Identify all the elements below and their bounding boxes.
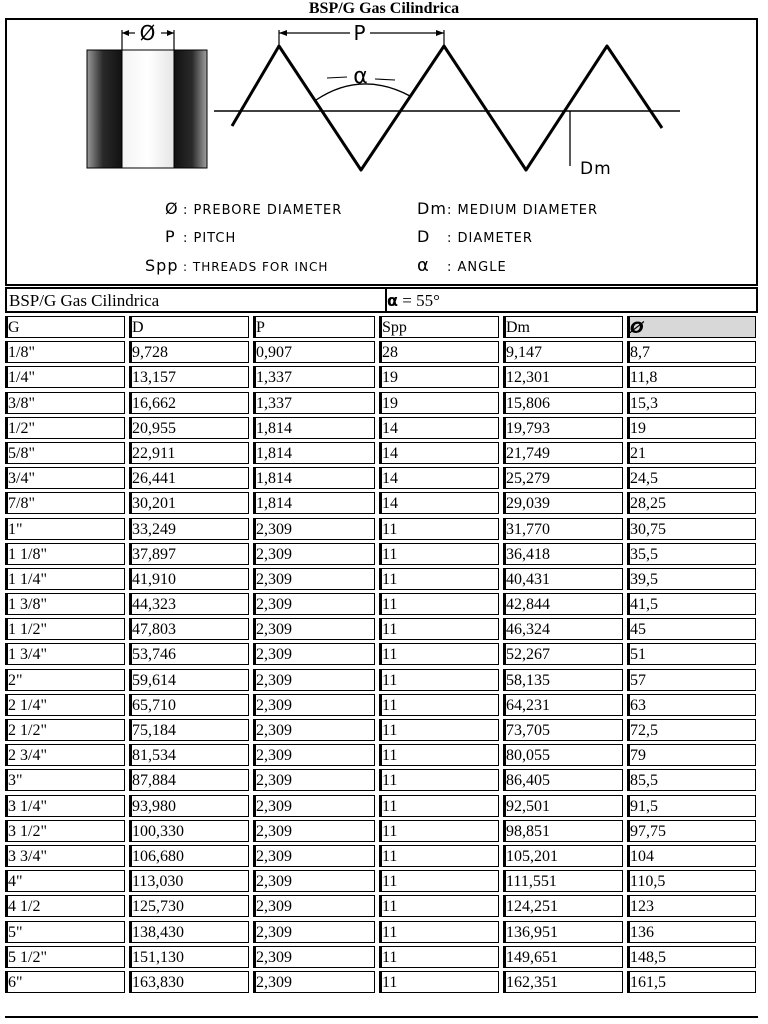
table-cell: 80,055 [503,744,623,766]
table-cell: 3" [5,769,125,791]
table-cell: 113,030 [129,870,249,892]
pitch-label: P [353,21,367,45]
table-cell: 1 1/8" [5,543,125,565]
table-cell: 51 [627,643,756,665]
table-cell: 124,251 [503,895,623,917]
table-cell: 19 [379,392,499,414]
table-cell: 1 3/4" [5,643,125,665]
column-header: D [129,316,249,338]
thread-table [5,315,758,995]
table-cell: 21,749 [503,442,623,464]
table-cell: 41,910 [129,568,249,590]
table-cell: 44,323 [129,593,249,615]
table-cell: 40,431 [503,568,623,590]
table-cell: 1,337 [253,366,375,388]
legend-right [417,199,598,276]
table-row [5,517,758,542]
table-cell: 1,814 [253,442,375,464]
table-cell: 33,249 [129,518,249,540]
table-cell: 36,418 [503,543,623,565]
table-cell: 53,746 [129,643,249,665]
table-cell: 151,130 [129,946,249,968]
table-cell: 15,806 [503,392,623,414]
table-cell: 64,231 [503,694,623,716]
table-cell: 81,534 [129,744,249,766]
table-cell: 138,430 [129,921,249,943]
table-cell: 110,5 [627,870,756,892]
table-cell: 162,351 [503,971,623,993]
table-cell: 11 [379,921,499,943]
legend-symbol: P [165,227,176,246]
table-cell: 163,830 [129,971,249,993]
table-cell: 11 [379,820,499,842]
table-cell: 11 [379,895,499,917]
table-cell: 111,551 [503,870,623,892]
table-cell: 2" [5,669,125,691]
table-cell: 1,814 [253,417,375,439]
table-row [5,592,758,617]
table-cell: 63 [627,694,756,716]
table-cell: 19 [379,366,499,388]
table-cell: 1/4" [5,366,125,388]
table-cell: 11 [379,543,499,565]
table-cell: 1/8" [5,341,125,363]
table-cell: 123 [627,895,756,917]
table-cell: 25,279 [503,467,623,489]
table-cell: 2,309 [253,593,375,615]
table-cell: 85,5 [627,769,756,791]
table-cell: 39,5 [627,568,756,590]
table-cell: 100,330 [129,820,249,842]
table-cell: 1,337 [253,392,375,414]
table-cell: 9,728 [129,341,249,363]
table-row [5,945,758,970]
table-cell: 104 [627,845,756,867]
legend-text: : PREBORE DIAMETER [183,203,343,218]
table-cell: 45 [627,618,756,640]
table-cell: 11 [379,795,499,817]
table-cell: 28 [379,341,499,363]
table-cell: 47,803 [129,618,249,640]
table-cell: 11 [379,744,499,766]
table-cell: 2,309 [253,543,375,565]
table-cell: 11 [379,694,499,716]
table-cell: 30,201 [129,492,249,514]
table-row [5,642,758,667]
table-cell: 16,662 [129,392,249,414]
table-row [5,920,758,945]
table-cell: 8,7 [627,341,756,363]
dm-label: Dm [580,159,612,179]
prebore-symbol: Ø [139,21,157,45]
table-cell: 59,614 [129,669,249,691]
table-bottom-border [5,1016,758,1018]
table-cell: 105,201 [503,845,623,867]
table-cell: 14 [379,492,499,514]
table-cell: 11 [379,669,499,691]
table-cell: 14 [379,467,499,489]
table-cell: 125,730 [129,895,249,917]
table-cell: 19,793 [503,417,623,439]
table-cell: 3 1/2" [5,820,125,842]
column-header: P [253,316,375,338]
table-cell: 0,907 [253,341,375,363]
table-cell: 97,75 [627,820,756,842]
table-cell: 28,25 [627,492,756,514]
table-cell: 2,309 [253,744,375,766]
table-cell: 5 1/2" [5,946,125,968]
table-cell: 11 [379,769,499,791]
legend-symbol: α [417,255,430,276]
column-header: Ø [627,316,756,338]
table-cell: 11 [379,971,499,993]
table-cell: 72,5 [627,719,756,741]
table-cell: 1" [5,518,125,540]
legend-text: : ANGLE [447,260,507,275]
table-cell: 2,309 [253,845,375,867]
table-cell: 7/8" [5,492,125,514]
table-cell: 3/4" [5,467,125,489]
table-cell: 75,184 [129,719,249,741]
table-cell: 5/8" [5,442,125,464]
pitch-dimension [279,21,444,46]
table-row [5,970,758,995]
table-cell: 11,8 [627,366,756,388]
table-header-row [5,315,758,340]
legend-symbol: D [417,227,431,246]
angle-value-text: = 55° [402,291,440,310]
table-cell: 26,441 [129,467,249,489]
table-row [5,894,758,919]
angle-symbol: α [387,291,398,310]
table-cell: 2,309 [253,518,375,540]
prebore-dimension [122,21,174,50]
column-header: Spp [379,316,499,338]
thread-diagram [5,18,758,286]
table-cell: 2,309 [253,820,375,842]
table-cell: 86,405 [503,769,623,791]
table-row [5,567,758,592]
table-row [5,768,758,793]
table-row [5,869,758,894]
table-cell: 2,309 [253,946,375,968]
table-row [5,668,758,693]
table-row [5,844,758,869]
table-cell: 2 1/4" [5,694,125,716]
table-row [5,743,758,768]
table-cell: 14 [379,417,499,439]
table-cell: 2 3/4" [5,744,125,766]
table-cell: 20,955 [129,417,249,439]
legend-text: : DIAMETER [447,231,533,246]
table-cell: 2,309 [253,870,375,892]
table-cell: 98,851 [503,820,623,842]
table-row [5,617,758,642]
angle-symbol: α [353,64,369,89]
table-cell: 2,309 [253,618,375,640]
table-cell: 37,897 [129,543,249,565]
legend-left [145,199,342,275]
table-cell: 2,309 [253,568,375,590]
table-row [5,340,758,365]
table-cell: 1/2" [5,417,125,439]
table-subheader [5,287,758,313]
table-cell: 2,309 [253,795,375,817]
table-cell: 11 [379,518,499,540]
table-cell: 2,309 [253,694,375,716]
table-row [5,542,758,567]
standard-name: BSP/G Gas Cilindrica [7,289,387,311]
legend-symbol: Spp [145,256,179,275]
table-cell: 57 [627,669,756,691]
table-cell: 149,651 [503,946,623,968]
table-cell: 21 [627,442,756,464]
table-cell: 148,5 [627,946,756,968]
column-header: G [5,316,125,338]
table-cell: 1,814 [253,467,375,489]
table-cell: 2,309 [253,971,375,993]
table-cell: 35,5 [627,543,756,565]
table-cell: 106,680 [129,845,249,867]
table-cell: 2,309 [253,643,375,665]
table-row [5,491,758,516]
table-cell: 52,267 [503,643,623,665]
table-cell: 31,770 [503,518,623,540]
table-cell: 11 [379,593,499,615]
table-cell: 3 3/4" [5,845,125,867]
table-cell: 79 [627,744,756,766]
table-cell: 3 1/4" [5,795,125,817]
table-cell: 24,5 [627,467,756,489]
table-cell: 29,039 [503,492,623,514]
table-cell: 4" [5,870,125,892]
table-cell: 42,844 [503,593,623,615]
table-row [5,693,758,718]
table-row [5,365,758,390]
table-cell: 1 1/4" [5,568,125,590]
table-cell: 87,884 [129,769,249,791]
pipe-section-icon [87,50,207,168]
table-cell: 161,5 [627,971,756,993]
legend-symbol: Dm [417,199,447,218]
column-header: Dm [503,316,623,338]
table-cell: 12,301 [503,366,623,388]
table-row [5,416,758,441]
table-cell: 4 1/2 [5,895,125,917]
legend-text: : THREADS FOR INCH [183,260,329,274]
table-cell: 15,3 [627,392,756,414]
legend-text: : MEDIUM DIAMETER [447,203,599,218]
table-cell: 5" [5,921,125,943]
table-cell: 11 [379,568,499,590]
table-cell: 1 3/8" [5,593,125,615]
table-cell: 136,951 [503,921,623,943]
table-cell: 2 1/2" [5,719,125,741]
table-cell: 11 [379,946,499,968]
table-cell: 22,911 [129,442,249,464]
table-cell: 11 [379,719,499,741]
table-cell: 19 [627,417,756,439]
table-row [5,391,758,416]
table-cell: 3/8" [5,392,125,414]
table-row [5,819,758,844]
thread-diagram-svg [7,20,756,284]
table-row [5,466,758,491]
angle-value [385,289,440,311]
page-title: BSP/G Gas Cilindrica [308,0,460,17]
table-cell: 93,980 [129,795,249,817]
table-cell: 2,309 [253,669,375,691]
table-cell: 30,75 [627,518,756,540]
table-cell: 58,135 [503,669,623,691]
table-cell: 11 [379,618,499,640]
table-cell: 2,309 [253,895,375,917]
table-cell: 41,5 [627,593,756,615]
table-row [5,441,758,466]
table-cell: 2,309 [253,921,375,943]
table-cell: 14 [379,442,499,464]
table-cell: 11 [379,643,499,665]
table-cell: 92,501 [503,795,623,817]
table-row [5,718,758,743]
table-cell: 11 [379,845,499,867]
table-cell: 136 [627,921,756,943]
table-cell: 6" [5,971,125,993]
table-cell: 2,309 [253,769,375,791]
legend-text: : PITCH [183,231,237,246]
table-cell: 13,157 [129,366,249,388]
table-cell: 2,309 [253,719,375,741]
table-cell: 1 1/2" [5,618,125,640]
table-cell: 91,5 [627,795,756,817]
table-cell: 11 [379,870,499,892]
table-cell: 73,705 [503,719,623,741]
table-cell: 46,324 [503,618,623,640]
table-cell: 65,710 [129,694,249,716]
table-cell: 9,147 [503,341,623,363]
legend-symbol: Ø [165,199,179,218]
table-row [5,794,758,819]
table-cell: 1,814 [253,492,375,514]
thread-profile [232,46,662,170]
